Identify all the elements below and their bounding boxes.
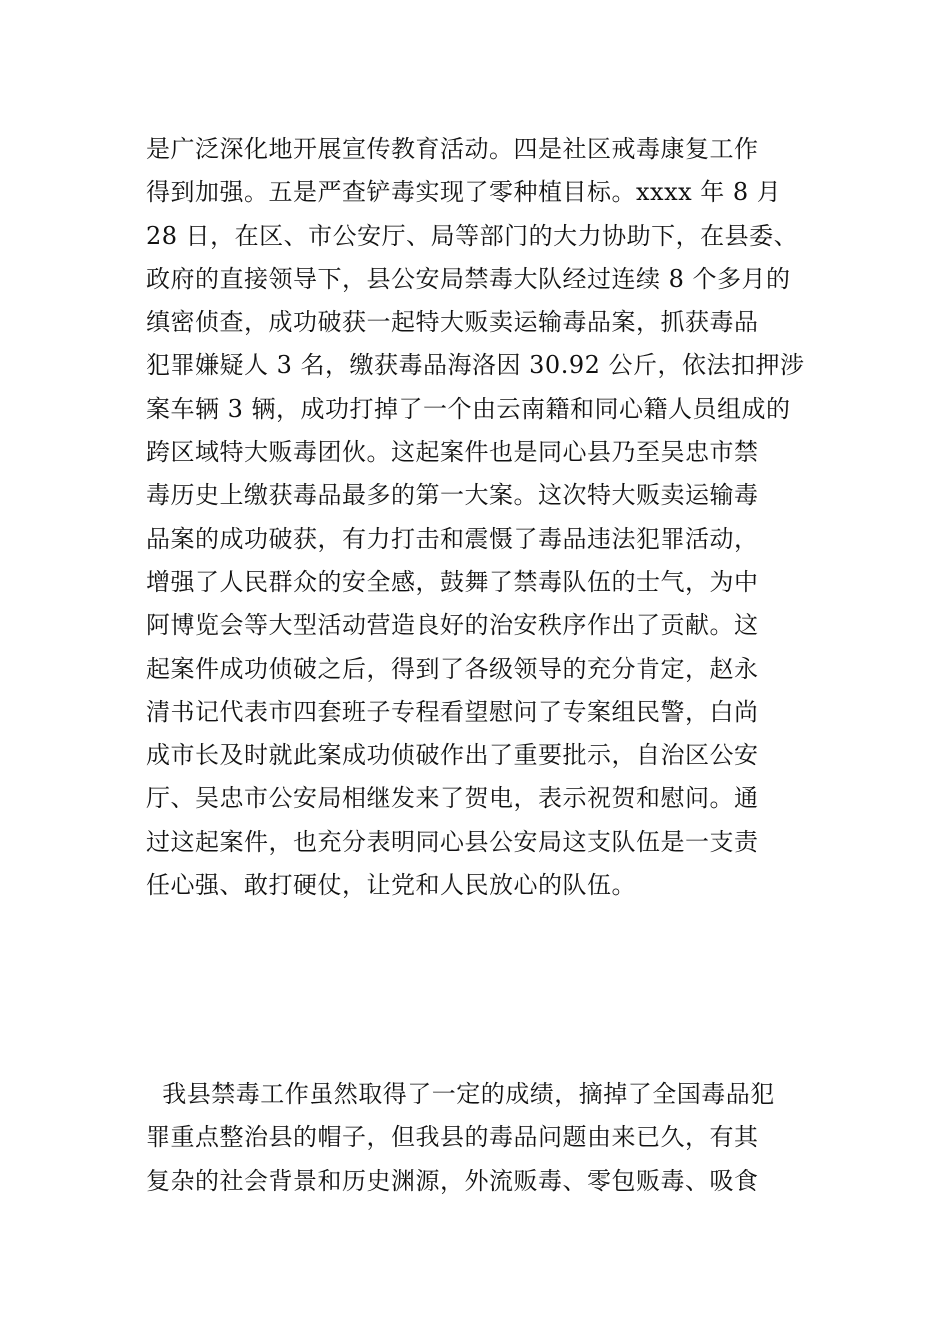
paragraph-2	[146, 1073, 836, 1203]
text-line: 跨区域特大贩毒团伙。这起案件也是同心县乃至吴忠市禁	[146, 438, 759, 467]
text-line: 任心强、敢打硬仗，让党和人民放心的队伍。	[146, 871, 636, 900]
text-line: 案车辆 3 辆，成功打掉了一个由云南籍和同心籍人员组成的	[146, 394, 791, 423]
text-line: 厅、吴忠市公安局相继发来了贺电，表示祝贺和慰问。通	[146, 784, 759, 813]
text-line: 我县禁毒工作虽然取得了一定的成绩，摘掉了全国毒品犯	[146, 1080, 775, 1108]
text-line: 品案的成功破获，有力打击和震慑了毒品违法犯罪活动，	[146, 524, 759, 553]
text-line: 起案件成功侦破之后，得到了各级领导的充分肯定，赵永	[146, 654, 759, 683]
text-line: 清书记代表市四套班子专程看望慰问了专案组民警，白尚	[146, 697, 759, 726]
text-line: 政府的直接领导下，县公安局禁毒大队经过连续 8 个多月的	[146, 264, 791, 293]
text-line: 阿博览会等大型活动营造良好的治安秩序作出了贡献。这	[146, 611, 759, 640]
text-line: 成市长及时就此案成功侦破作出了重要批示，自治区公安	[146, 741, 759, 770]
text-line: 复杂的社会背景和历史渊源，外流贩毒、零包贩毒、吸食	[146, 1166, 759, 1195]
text-line: 罪重点整治县的帽子，但我县的毒品问题由来已久，有其	[146, 1123, 759, 1152]
text-line: 过这起案件，也充分表明同心县公安局这支队伍是一支责	[146, 827, 759, 856]
text-line: 缜密侦查，成功破获一起特大贩卖运输毒品案，抓获毒品	[146, 308, 759, 337]
paragraph-1	[146, 128, 836, 907]
text-line: 犯罪嫌疑人 3 名，缴获毒品海洛因 30.92 公斤，依法扣押涉	[146, 351, 805, 380]
text-line: 28 日，在区、市公安厅、局等部门的大力协助下，在县委、	[146, 221, 799, 250]
text-line: 是广泛深化地开展宣传教育活动。四是社区戒毒康复工作	[146, 135, 759, 163]
text-line: 增强了人民群众的安全感，鼓舞了禁毒队伍的士气，为中	[146, 567, 759, 596]
text-line: 毒历史上缴获毒品最多的第一大案。这次特大贩卖运输毒	[146, 481, 759, 510]
text-line: 得到加强。五是严查铲毒实现了零种植目标。xxxx 年 8 月	[146, 178, 782, 207]
